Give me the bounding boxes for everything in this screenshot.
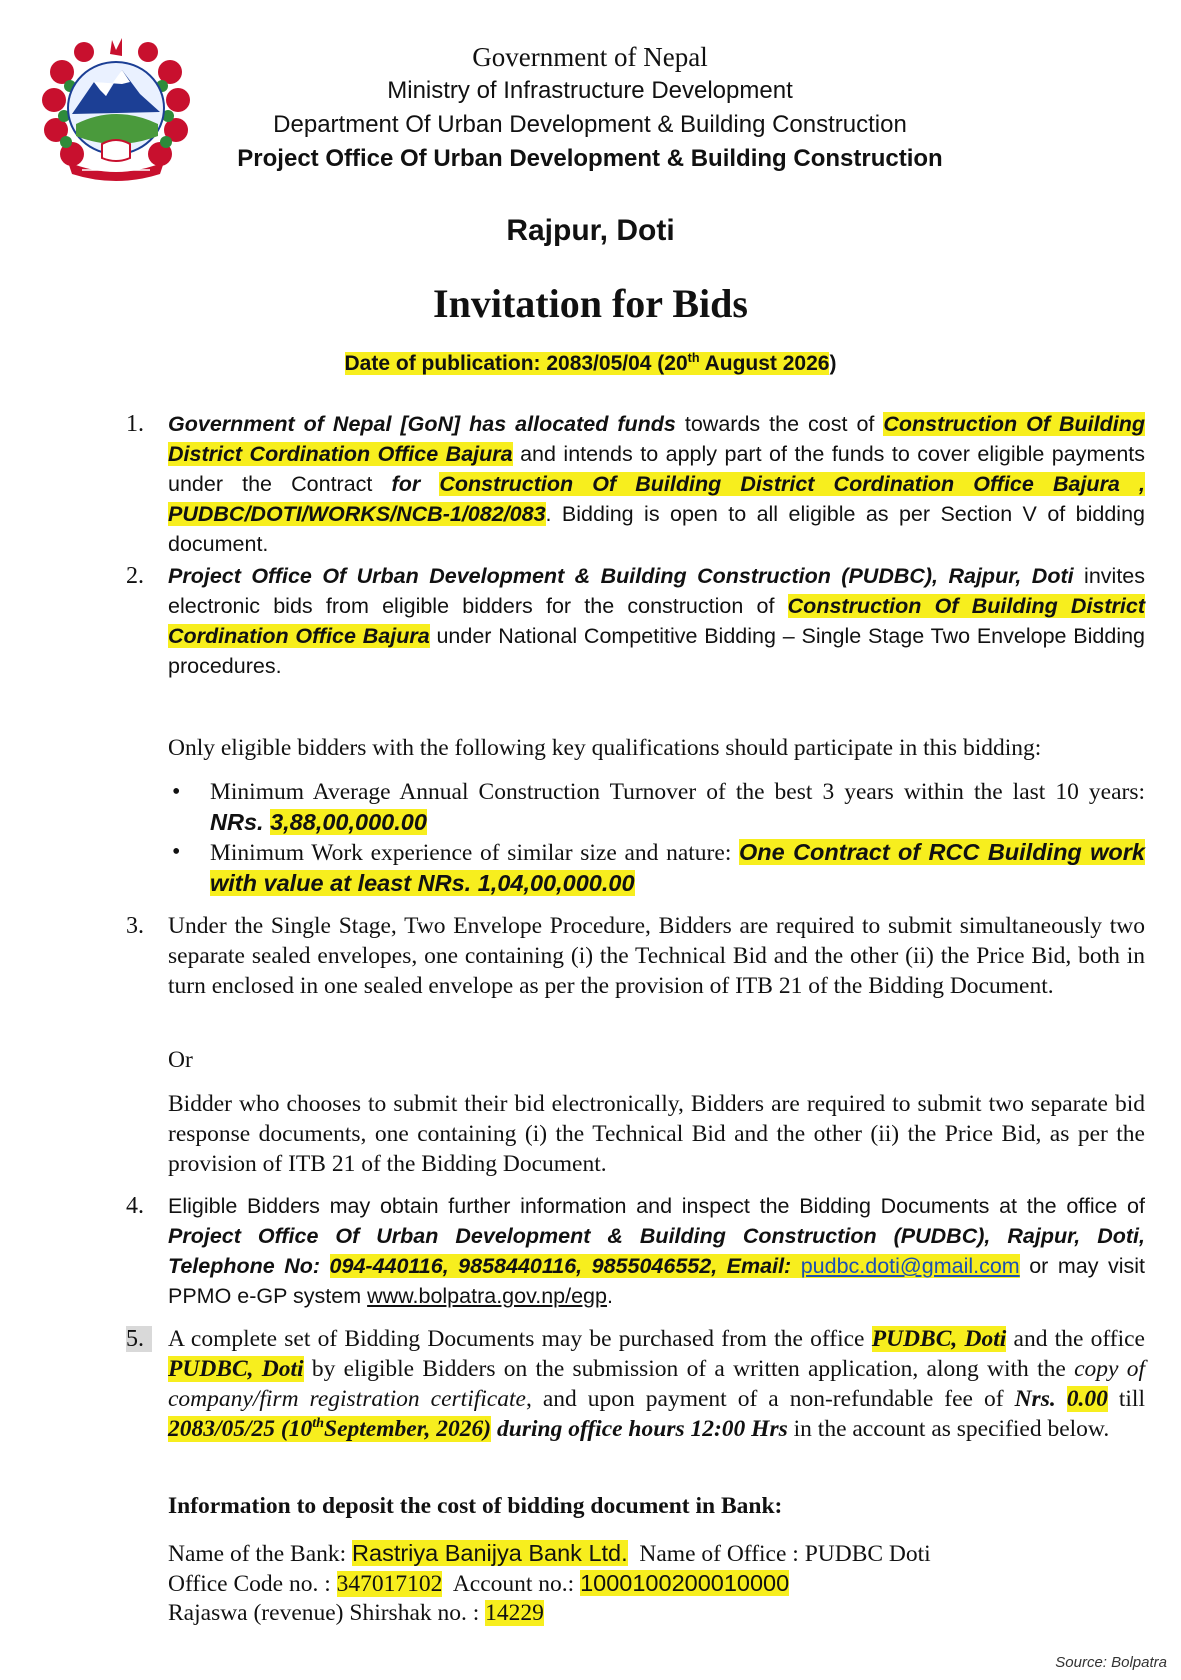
revenue-number: 14229 (485, 1600, 544, 1626)
bank-info-heading: Information to deposit the cost of bidding document in Bank: (168, 1493, 783, 1519)
bank-name: Rastriya Banijya Bank Ltd. (352, 1540, 628, 1566)
qualification-intro: Only eligible bidders with the following key qualifications should participate in this bidding: (168, 735, 1042, 761)
account-line: Office Code no. : 347017102 Account no.: 1000100200010000 (168, 1570, 790, 1597)
item-4-text: Eligible Bidders may obtain further information and inspect the Bidding Documents at the office of Project Office Of Urban Development & Building Construction (PUDBC), Rajpur, Doti, Telephone No: 094-440116, 9858440116, 9855046552, Email: pudbc.doti@gmail.com or may visit PPMO e-GP system www.bolpatra.gov.np/egp. (168, 1194, 1145, 1308)
publication-date: Date of publication: 2083/05/04 (20th August 2026) (344, 351, 837, 375)
office-header (200, 40, 980, 176)
department-name: Department Of Urban Development & Building Construction (273, 111, 907, 138)
item-1-text: Government of Nepal [GoN] has allocated funds towards the cost of Construction Of Building District Cordination Office Bajura and intends to apply part of the funds to cover eligible payments under the Contract for Construction Of Building District Cordination Office Bajura , PUDBC/DOTI/WORKS/NCB-1/082/083. Bidding is open to all eligible as per Section V of bidding document. (168, 412, 1145, 556)
item-3-electronic-text: Bidder who chooses to submit their bid electronically, Bidders are required to submit two separate bid response documents, one containing (i) the Technical Bid and the other (ii) the Price Bid, as per the provision of ITB 21 of the Bidding Document. (168, 1091, 1145, 1177)
item-number-5: 5. (126, 1324, 152, 1354)
item-3-text: Under the Single Stage, Two Envelope Procedure, Bidders are required to submit simultaneously two separate sealed envelopes, one containing (i) the Technical Bid and the other (ii) the Price Bid, both in turn enclosed in one sealed envelope as per the provision of ITB 21 of the Bidding Document. (168, 913, 1145, 999)
item-number-1: 1. (126, 411, 144, 437)
item-number-4: 4. (126, 1193, 144, 1219)
project-office-name: Project Office Of Urban Development & Building Construction (237, 145, 943, 172)
egp-link[interactable]: www.bolpatra.gov.np/egp (367, 1284, 607, 1308)
item-number-2: 2. (126, 563, 144, 589)
bank-name-line: Name of the Bank: Rastriya Banijya Bank Ltd. Name of Office : PUDBC Doti (168, 1540, 931, 1567)
revenue-line: Rajaswa (revenue) Shirshak no. : 14229 (168, 1600, 544, 1626)
turnover-requirement: Minimum Average Annual Construction Turnover of the best 3 years within the last 10 years: NRs. 3,88,00,000.00 (210, 779, 1145, 835)
notice-title: Invitation for Bids (433, 281, 748, 326)
item-2-text: Project Office Of Urban Development & Building Construction (PUDBC), Rajpur, Doti invites electronic bids from eligible bidders for the construction of Construction Of Building District Cordination Office Bajura under National Competitive Bidding – Single Stage Two Envelope Bidding procedures. (168, 564, 1146, 678)
bullet-icon: • (172, 779, 181, 805)
nepal-emblem-icon (32, 32, 200, 184)
bullet-icon: • (172, 839, 181, 865)
item-number-3: 3. (126, 913, 144, 939)
item-5-text: A complete set of Bidding Documents may be purchased from the office PUDBC, Doti and the office PUDBC, Doti by eligible Bidders on the submission of a written application, along with the copy of company/firm registration certificate, and upon payment of a non-refundable fee of Nrs. 0.00 till 2083/05/25 (10thSeptember, 2026) during office hours 12:00 Hrs in the account as specified below. (168, 1326, 1145, 1442)
office-location: Rajpur, Doti (506, 214, 675, 247)
source-credit: Source: Bolpatra (1055, 1654, 1167, 1671)
experience-requirement: Minimum Work experience of similar size and nature: One Contract of RCC Building work with value at least NRs. 1,04,00,000.00 (210, 839, 1145, 896)
government-name: Government of Nepal (472, 42, 708, 72)
ministry-name: Ministry of Infrastructure Development (387, 77, 793, 104)
office-code: 347017102 (336, 1571, 443, 1597)
email-link[interactable]: pudbc.doti@gmail.com (800, 1254, 1020, 1278)
item-3-or: Or (168, 1047, 193, 1073)
account-number: 1000100200010000 (580, 1570, 790, 1596)
